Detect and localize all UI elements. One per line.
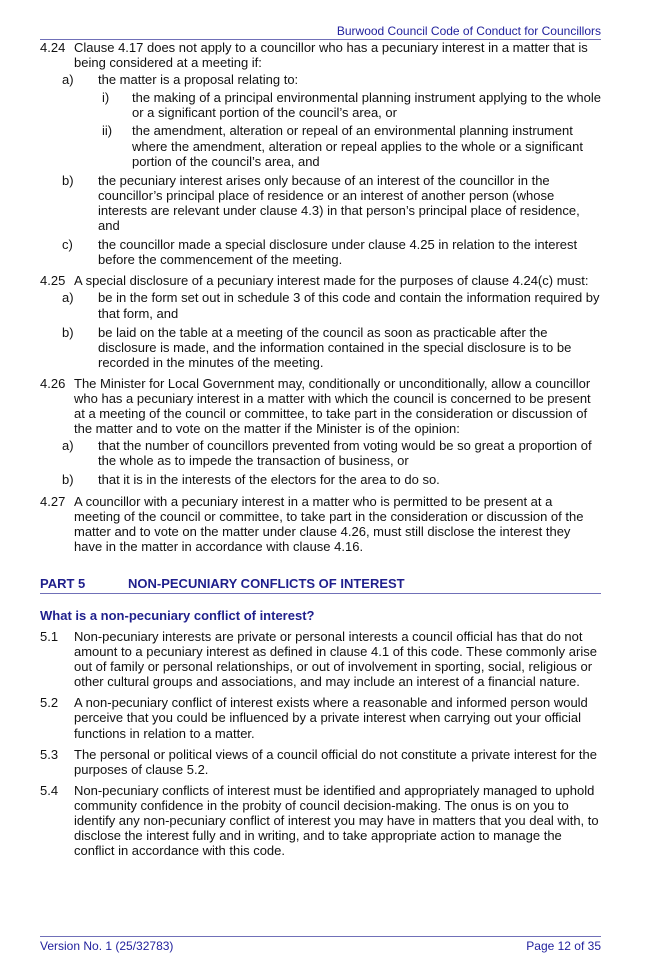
clause-text: A special disclosure of a pecuniary interest made for the purposes of clause 4.24(c) must: bbox=[74, 273, 589, 289]
item-text: the pecuniary interest arises only because of an interest of the councillor in the councillor’s principal place of residence or an interest of another person (whose interests are relevant under clause 4.3) in that person’s principal place of residence, and bbox=[98, 172, 580, 234]
clause-4-25 bbox=[40, 273, 602, 370]
part-5-clauses bbox=[40, 629, 602, 864]
sub-item bbox=[98, 90, 602, 120]
item-text: the councillor made a special disclosure under clause 4.25 in relation to the interest before the commencement of the meeting. bbox=[98, 237, 578, 268]
clause-4-26 bbox=[40, 376, 602, 488]
list-item bbox=[62, 172, 602, 234]
page-footer bbox=[40, 936, 601, 953]
clause-text: Non-pecuniary conflicts of interest must be identified and appropriately managed to uphold community confidence in the probity of council decision-making. The onus is on you to identify any non-pecuniary conflict of interest you may have in matters that you deal with, to disclose the interest fully and in writing, and to take appropriate action to manage the conflict in accordance with this code. bbox=[74, 782, 599, 859]
item-label: b) bbox=[62, 472, 74, 488]
clause-text: A non-pecuniary conflict of interest exists where a reasonable and informed person would perceive that you could be influenced by a private interest when carrying out your official functions in relation to a matter. bbox=[74, 695, 588, 741]
item-label: a) bbox=[62, 72, 74, 88]
clause-number: 4.24 bbox=[40, 40, 66, 55]
clause-5-2 bbox=[40, 695, 602, 740]
part-heading bbox=[40, 576, 601, 594]
list-item bbox=[62, 290, 602, 321]
clause-4-24 bbox=[40, 40, 602, 267]
sub-item-text: the amendment, alteration or repeal of an environmental planning instrument where the amendment, alteration or repeal applies to the whole or a significant portion of the council’s area, and bbox=[132, 123, 583, 169]
item-label: c) bbox=[62, 237, 73, 253]
clause-number: 4.26 bbox=[40, 375, 66, 391]
item-label: b) bbox=[62, 172, 74, 188]
clause-text: The Minister for Local Government may, conditionally or unconditionally, allow a councillor who has a pecuniary interest in a matter with which the council is concerned to be present at a meeting of the council or committee, to take part in the consideration or discussion of the matter and to vote on the matter if the Minister is of the opinion: bbox=[74, 375, 591, 437]
sub-item-label: ii) bbox=[102, 123, 113, 139]
clause-5-3 bbox=[40, 747, 602, 777]
clause-5-4 bbox=[40, 783, 602, 858]
part-number: PART 5 bbox=[40, 576, 86, 591]
item-text: be in the form set out in schedule 3 of this code and contain the information required by that form, and bbox=[98, 290, 600, 321]
page-number: Page 12 of 35 bbox=[526, 939, 601, 953]
item-label: b) bbox=[62, 324, 74, 340]
clause-number: 5.4 bbox=[40, 782, 59, 798]
list-item bbox=[62, 324, 602, 370]
clause-5-1 bbox=[40, 629, 602, 689]
clause-number: 5.3 bbox=[40, 746, 59, 762]
item-label: a) bbox=[62, 290, 74, 306]
list-item bbox=[62, 72, 602, 169]
clause-text: Non-pecuniary interests are private or personal interests a council official has that do not amount to a pecuniary interest as defined in clause 4.1 of this code. These commonly arise out of family or personal relationships, or out of involvement in sporting, social, religious or other cultural groups and associations, and may include an interest of a financial nature. bbox=[74, 629, 597, 690]
item-label: a) bbox=[62, 438, 74, 454]
clause-text: The personal or political views of a council official do not constitute a private interest for the purposes of clause 5.2. bbox=[74, 746, 597, 777]
clause-number: 4.27 bbox=[40, 493, 66, 509]
list-item bbox=[62, 438, 602, 469]
item-text: that the number of councillors prevented from voting would be so great a proportion of the whole as to impede the transaction of business, or bbox=[98, 438, 592, 469]
running-header: Burwood Council Code of Conduct for Councillors bbox=[40, 24, 601, 40]
sub-item-label: i) bbox=[102, 90, 110, 106]
list-item bbox=[62, 472, 602, 488]
clause-number: 5.1 bbox=[40, 629, 59, 644]
clause-number: 4.25 bbox=[40, 273, 66, 289]
clause-4-27 bbox=[40, 494, 602, 554]
list-item bbox=[62, 237, 602, 268]
item-text: the matter is a proposal relating to: bbox=[98, 72, 299, 88]
version-number: Version No. 1 (25/32783) bbox=[40, 939, 174, 953]
clauses-section bbox=[40, 40, 602, 560]
part-title: NON-PECUNIARY CONFLICTS OF INTEREST bbox=[128, 576, 405, 591]
section-subheading: What is a non-pecuniary conflict of interest? bbox=[40, 608, 315, 623]
item-text: that it is in the interests of the electors for the area to do so. bbox=[98, 472, 440, 488]
item-text: be laid on the table at a meeting of the council as soon as practicable after the disclosure is made, and the information contained in the special disclosure is to be recorded in the minutes of the meeting. bbox=[98, 324, 572, 370]
clause-text: Clause 4.17 does not apply to a councillor who has a pecuniary interest in a matter that is being considered at a meeting if: bbox=[74, 40, 588, 71]
clause-text: A councillor with a pecuniary interest in a matter who is permitted to be present at a meeting of the council or committee, to take part in the consideration or discussion of the matter and to vote on the matter under clause 4.26, must still disclose the interest they have in the matter in accordance with clause 4.16. bbox=[74, 493, 584, 554]
sub-item bbox=[98, 123, 602, 168]
sub-item-text: the making of a principal environmental planning instrument applying to the whole or a significant portion of the council’s area, or bbox=[132, 90, 602, 121]
clause-number: 5.2 bbox=[40, 695, 59, 711]
